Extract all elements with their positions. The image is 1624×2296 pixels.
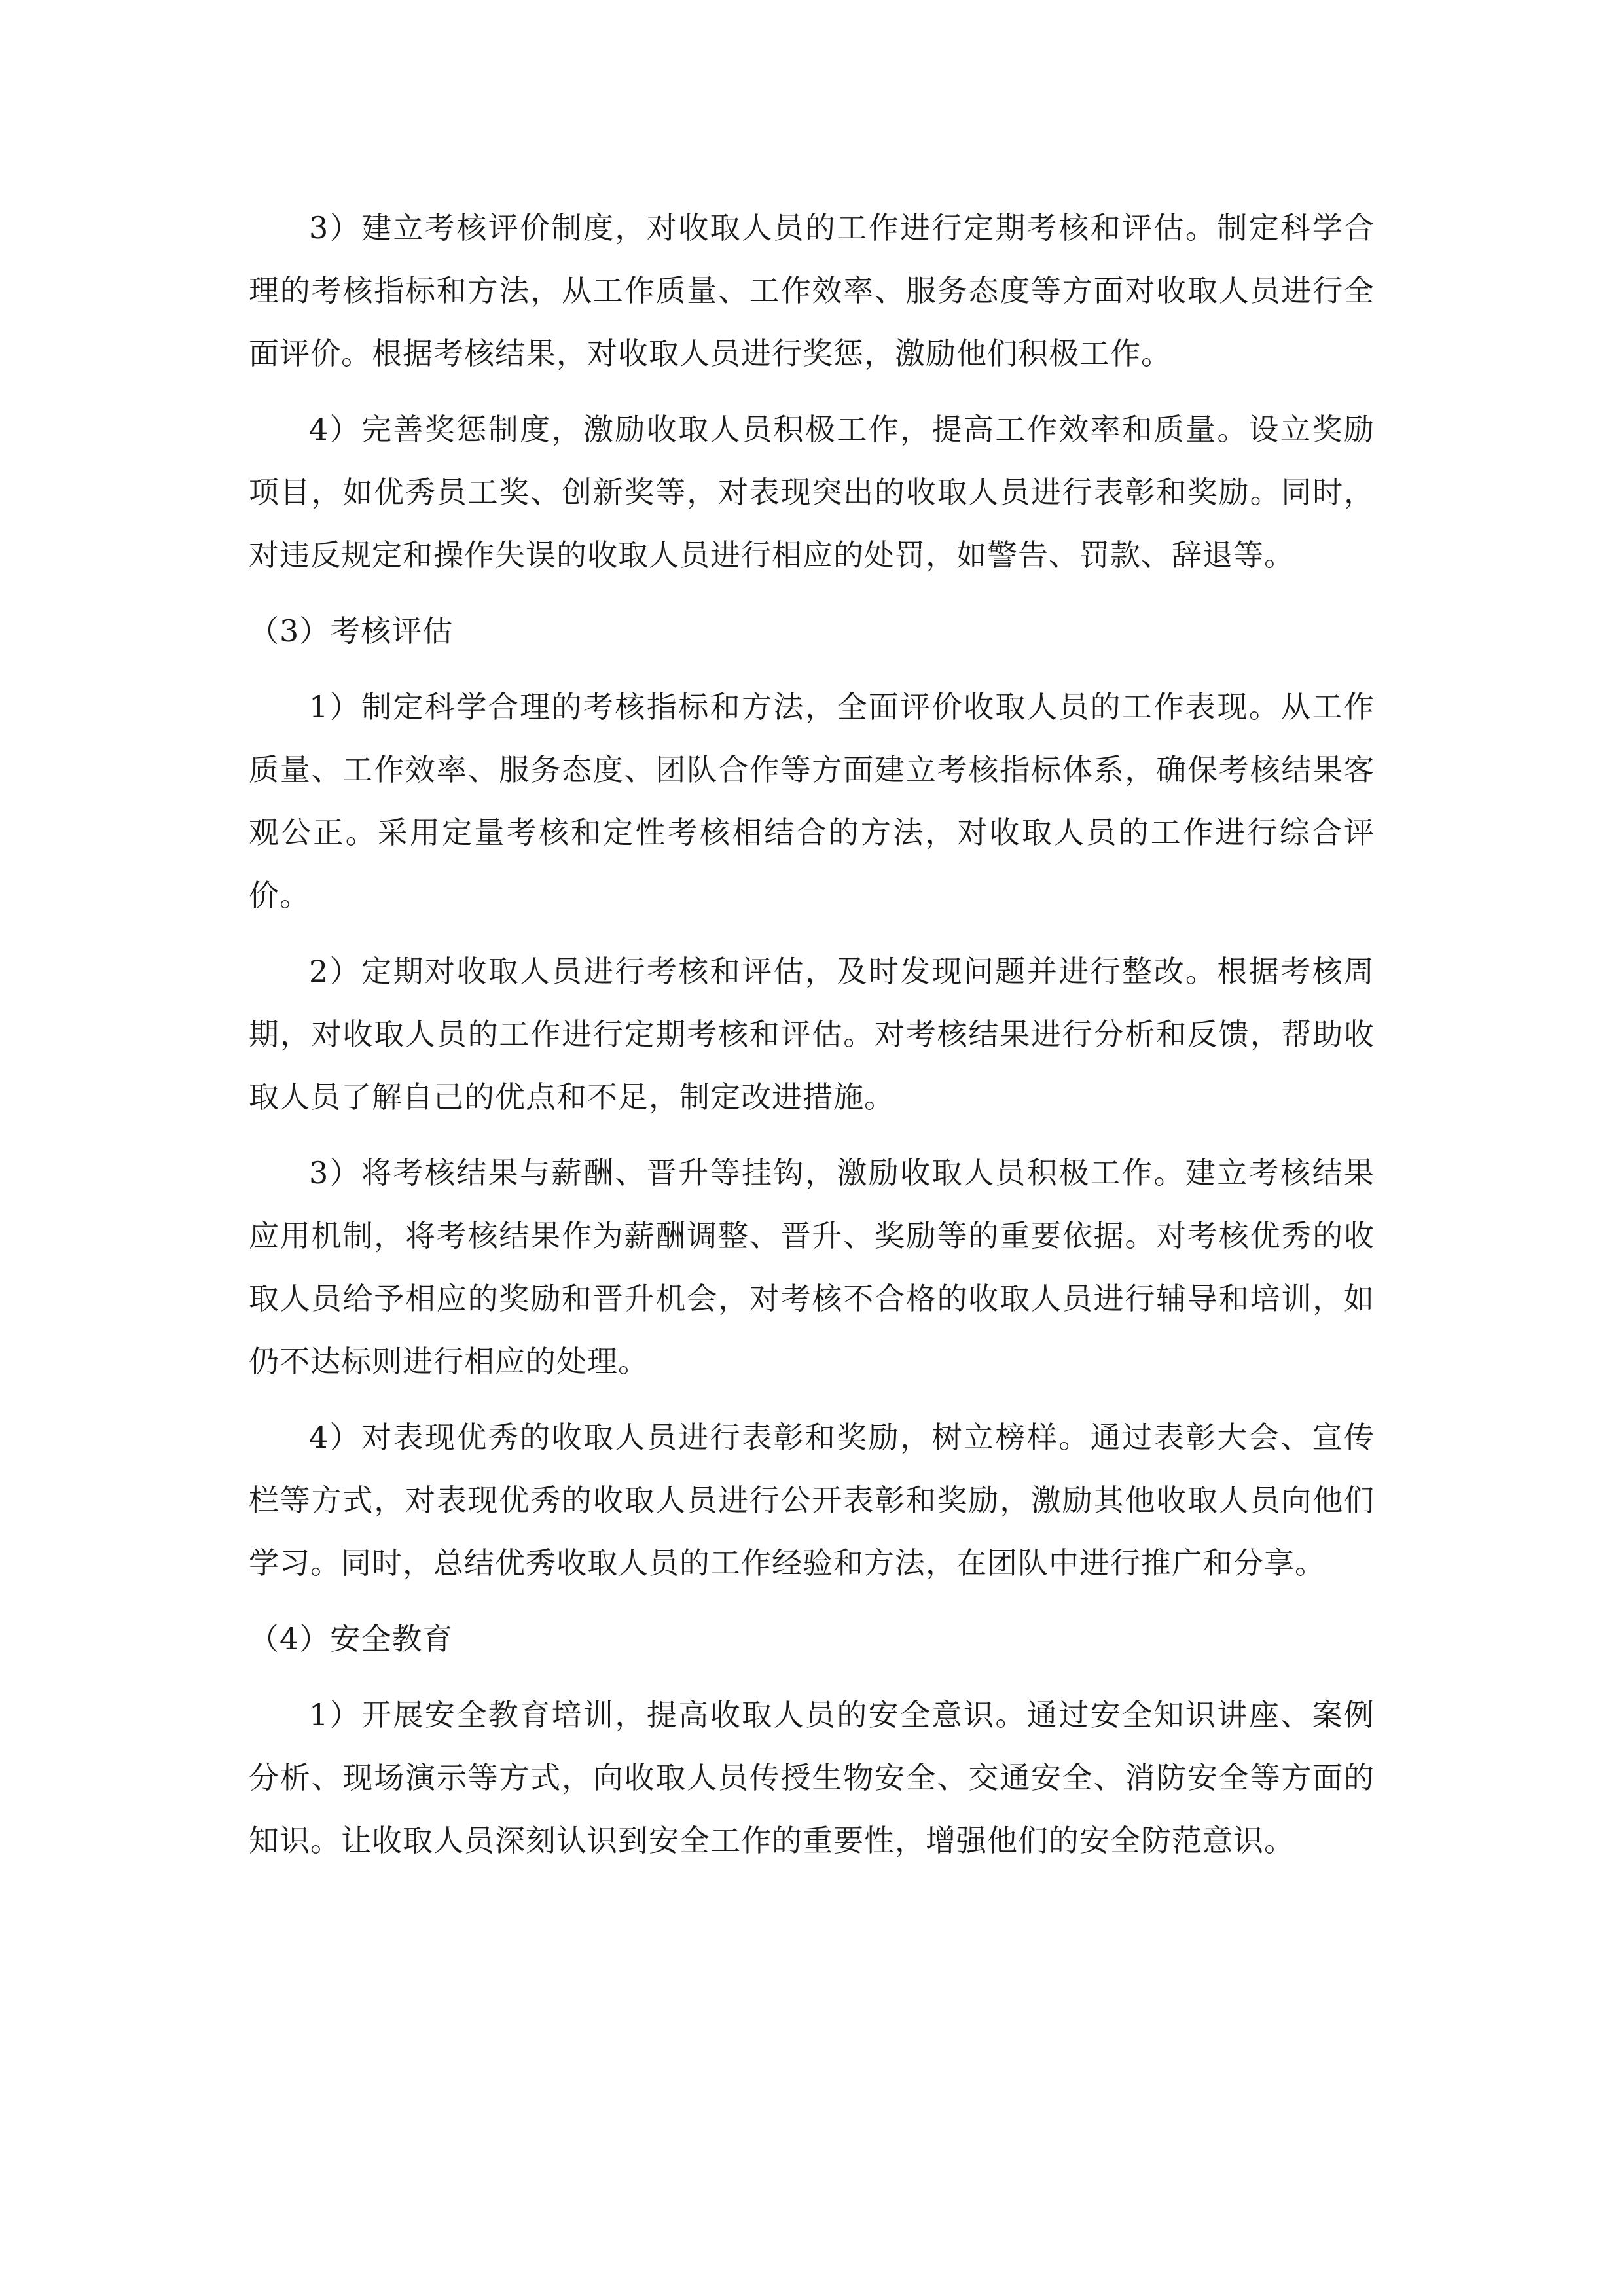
document-body (249, 196, 1375, 1885)
paragraph-link-salary: 3）将考核结果与薪酬、晋升等挂钩，激励收取人员积极工作。建立考核结果应用机制，将考核结果作为薪酬调整、晋升、奖励等的重要依据。对考核优秀的收取人员给予相应的奖励和晋升机会，对考核不合格的收取人员进行辅导和培训，如仍不达标则进行相应的处理。 (249, 1155, 1375, 1379)
paragraph-commendation: 4）对表现优秀的收取人员进行表彰和奖励，树立榜样。通过表彰大会、宣传栏等方式，对表现优秀的收取人员进行公开表彰和奖励，激励其他收取人员向他们学习。同时，总结优秀收取人员的工作经验和方法，在团队中进行推广和分享。 (249, 1420, 1375, 1581)
paragraph-assessment-system: 3）建立考核评价制度，对收取人员的工作进行定期考核和评估。制定科学合理的考核指标和方法，从工作质量、工作效率、服务态度等方面对收取人员进行全面评价。根据考核结果，对收取人员进行奖惩，激励他们积极工作。 (249, 210, 1375, 371)
paragraph-safety-training: 1）开展安全教育培训，提高收取人员的安全意识。通过安全知识讲座、案例分析、现场演示等方式，向收取人员传授生物安全、交通安全、消防安全等方面的知识。让收取人员深刻认识到安全工作的重要性，增强他们的安全防范意识。 (249, 1697, 1375, 1858)
paragraph-assessment-indicators: 1）制定科学合理的考核指标和方法，全面评价收取人员的工作表现。从工作质量、工作效率、服务态度、团队合作等方面建立考核指标体系，确保考核结果客观公正。采用定量考核和定性考核相结合的方法，对收取人员的工作进行综合评价。 (249, 689, 1375, 913)
section-heading-assessment: （3）考核评估 (249, 613, 454, 649)
section-heading-safety: （4）安全教育 (249, 1621, 454, 1657)
paragraph-periodic-assessment: 2）定期对收取人员进行考核和评估，及时发现问题并进行整改。根据考核周期，对收取人员的工作进行定期考核和评估。对考核结果进行分析和反馈，帮助收取人员了解自己的优点和不足，制定改进措施。 (249, 954, 1375, 1115)
paragraph-reward-punishment: 4）完善奖惩制度，激励收取人员积极工作，提高工作效率和质量。设立奖励项目，如优秀员工奖、创新奖等，对表现突出的收取人员进行表彰和奖励。同时，对违反规定和操作失误的收取人员进行相应的处罚，如警告、罚款、辞退等。 (249, 412, 1375, 573)
